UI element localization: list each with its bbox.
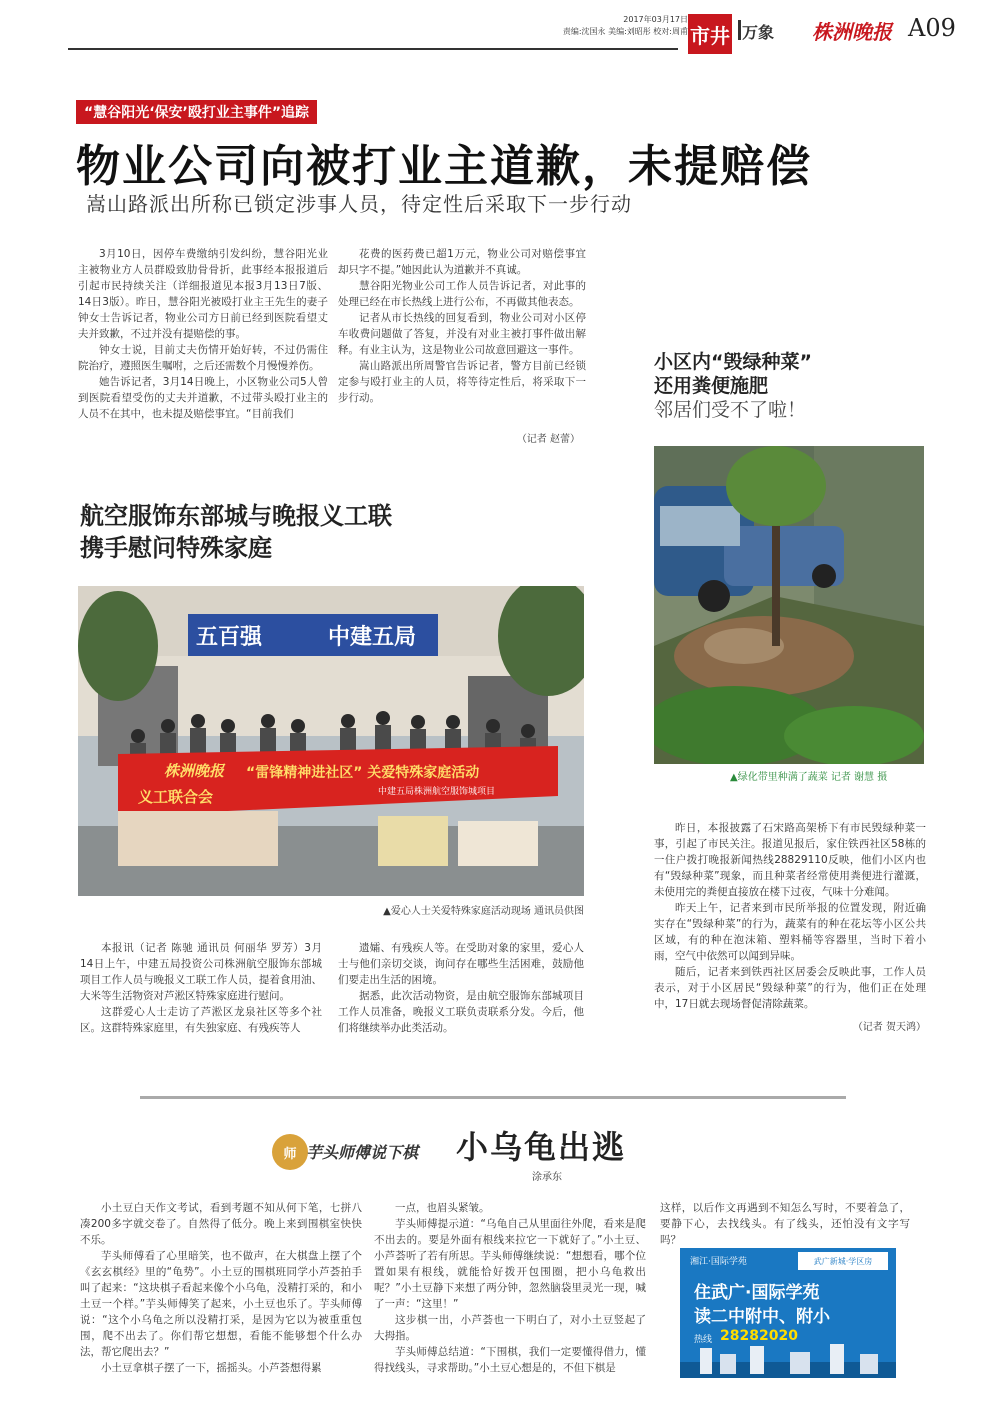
ad-line1: 住武广·国际学苑 [694, 1283, 820, 1303]
story1-column-1 [78, 246, 328, 422]
masthead-rule [68, 48, 678, 50]
story3-photo [654, 446, 924, 764]
ad-line2: 读二中附中、附小 [694, 1307, 830, 1327]
story2-column-1 [80, 940, 322, 1036]
story3-headline-line1: 小区内“毁绿种菜” [654, 351, 812, 373]
story1-column-2 [338, 246, 586, 406]
paragraph: 她告诉记者，3月14日晚上，小区物业公司5人曾到医院看望受伤的丈夫并道歉，不过带头殴打业主的人员不在其中，也未提及赔偿事宜。“目前我们 [78, 376, 328, 420]
paragraph: 芋头师傅看了心里暗笑，也不做声，在大棋盘上摆了个《玄玄棋经》里的“龟势”。小土豆的围棋班同学小芦荟拍手叫了起来：“这块棋子看起来像个小乌龟，没精打采的，和小土豆一个样。”芋头师傅笑了起来，小土豆也乐了。芋头师傅说：“这个小乌龟之所以没精打采，是因为它以为被重重包围，爬不出去了。你们帮它想想，看能不能够想个什么办法，帮它爬出去？” [80, 1250, 362, 1358]
banner-logo: 株洲晚报 [164, 762, 225, 780]
paragraph: 本报讯（记者 陈驰 通讯员 何丽华 罗芳）3月14日上午，中建五局投资公司株洲航空服饰东部城项目工作人员与晚报义工联工作人员，提着食用油、大米等生活物资对芦淞区特殊家庭进行慰问。 [80, 942, 322, 1002]
banner-subtitle: 中建五局株洲航空服饰城项目 [378, 787, 496, 797]
story4-author: 涂承东 [532, 1172, 562, 1183]
story4-column-1 [80, 1200, 362, 1376]
story2-caption: ▲爱心人士关爱特殊家庭活动现场 通讯员供图 [383, 906, 584, 917]
paragraph: 花费的医药费已超1万元，物业公司对赔偿事宜却只字不提。”她因此认为道歉并不真诚。 [338, 248, 586, 276]
banner-title: “雷锋精神进社区” 关爱特殊家庭活动 [246, 765, 480, 781]
paragraph: 芋头师傅提示道：“乌龟自己从里面往外爬，看来是爬不出去的。要是外面有根线来拉它一下就好了。”小土豆、小芦荟听了若有所思。芋头师傅继续说：“想想看，哪个位置如果有根线，就能恰好拨开包围圈，把小乌龟救出呢？”小土豆静下来想了两分钟，忽然脑袋里灵光一现，喊了一声：“这里！” [374, 1218, 646, 1310]
story3-headline-block [654, 350, 894, 422]
paragraph: 据悉，此次活动物资，是由航空服饰东部城项目工作人员准备，晚报义工联负责联系分发。今后，他们将继续举办此类活动。 [338, 990, 584, 1034]
story1-kicker: “慧谷阳光‘保安’殴打业主事件”追踪 [76, 100, 317, 124]
garden-photo-illustration [654, 446, 924, 764]
story4-headline: 小乌龟出逃 [456, 1128, 627, 1166]
issue-date: 2017年03月17日 [623, 15, 688, 24]
paragraph: 这步棋一出，小芦荟也一下明白了，对小土豆竖起了大拇指。 [374, 1314, 646, 1342]
section-label: 市井 [688, 14, 732, 54]
story4-column-3 [660, 1200, 910, 1248]
paragraph: 芋头师傅总结道：“下围棋，我们一定要懂得借力，懂得找线头，寻求帮助。”小土豆心想是的，不但下棋是 [374, 1346, 646, 1374]
paragraph: 小土豆白天作文考试，看到考题不知从何下笔，七拼八凑200多字就交卷了。自然得了低分。晚上来到围棋室快快不乐。 [80, 1202, 362, 1246]
editors-line: 责编:沈国永 美编:刘昭彤 校对:周甫 [562, 27, 688, 36]
paragraph: 嵩山路派出所周警官告诉记者，警方目前已经锁定参与殴打业主的人员，将等待定性后，将采取下一步行动。 [338, 360, 586, 404]
story2-column-2 [338, 940, 584, 1036]
story1-headline: 物业公司向被打业主道歉，未提赔偿 [76, 141, 812, 192]
advertisement[interactable] [680, 1248, 896, 1378]
story4-column-2 [374, 1200, 646, 1376]
story3-column [654, 820, 926, 1012]
subsection-label: 万象 [742, 23, 775, 42]
story2-headline-line2: 携手慰问特殊家庭 [80, 534, 272, 562]
story1-subhead: 嵩山路派出所称已锁定涉事人员，待定性后采取下一步行动 [86, 192, 632, 216]
page-number: A09 [908, 14, 956, 42]
ad-phone: 28282020 [720, 1328, 798, 1344]
story1-byline: （记者 赵蕾） [516, 434, 580, 445]
paragraph: 昨天上午，记者来到市民所举报的位置发现，附近确实存在“毁绿种菜”的行为，蔬菜有的种在花坛等小区公共区域，有的种在泡沫箱、塑料桶等容器里，当时下着小雨，空气中依然可以闻到异味。 [654, 902, 926, 962]
paragraph: 记者从市长热线的回复看到，物业公司对小区停车收费问题做了答复，并没有对业主被打事件做出解释。有业主认为，这是物业公司故意回避这一事件。 [338, 312, 586, 356]
ad-skyline-illustration [680, 1344, 896, 1378]
story2-photo [78, 586, 584, 896]
story3-byline: （记者 贺天鸿） [852, 1022, 926, 1033]
paragraph: 这样，以后作文再遇到不知怎么写时，不要着急了，要静下心，去找线头。有了线头，还怕没有文字写吗？ [660, 1202, 910, 1246]
paragraph: 遗孀、有残疾人等。在受助对象的家里，爱心人士与他们亲切交谈，询问存在哪些生活困难，鼓励他们要走出生活的困境。 [338, 942, 584, 986]
paragraph: 随后，记者来到铁西社区居委会反映此事，工作人员表示，对于小区居民“毁绿种菜”的行为，他们正在处理中，17日就去现场督促清除蔬菜。 [654, 966, 926, 1010]
story3-headline-line2: 还用粪便施肥 [654, 375, 769, 397]
banner-logo-sub: 义工联合会 [138, 788, 214, 806]
divider-bar [738, 20, 741, 40]
ad-phone-prefix: 热线 [694, 1335, 713, 1345]
column-logo-text: 芋头师傅说下棋 [306, 1143, 419, 1162]
section-divider [140, 1096, 846, 1099]
paragraph: 钟女士说，目前丈夫伤情开始好转，不过仍需住院治疗，遵照医生嘱咐，之后还需数个月慢慢养伤。 [78, 344, 328, 372]
paragraph: 昨日，本报披露了石宋路高架桥下有市民毁绿种菜一事，引起了市民关注。报道见报后，家住铁西社区58栋的一住户拨打晚报新闻热线28829110反映，他们小区内也有“毁绿种菜”现象，而且种菜者经常使用粪便进行灌溉，未使用完的粪便直接放在楼下过夜，气味十分难闻。 [654, 822, 926, 898]
story3-caption: ▲绿化带里种满了蔬菜 记者 谢慧 摄 [730, 772, 888, 783]
paragraph: 小土豆拿棋子摆了一下，摇摇头。小芦荟想得累 [101, 1362, 322, 1374]
paragraph: 一点，也眉头紧皱。 [395, 1202, 490, 1214]
ad-tag: 武广新城·学区房 [798, 1252, 888, 1270]
paragraph: 慧谷阳光物业公司工作人员告诉记者，对此事的处理已经在市长热线上进行公布，不再做其他表态。 [338, 280, 586, 308]
wall-sign-left: 五百强 [196, 625, 263, 650]
paragraph: 这群爱心人士走访了芦淞区龙泉社区等多个社区。这群特殊家庭里，有失独家庭、有残疾等人 [80, 1006, 322, 1034]
story2-headline-block [80, 500, 480, 564]
paragraph: 3月10日，因停车费缴纳引发纠纷，慧谷阳光业主被物业方人员群殴致肋骨骨折，此事经本报报道后引起市民持续关注（详细报道见本报3月13日7版、14日3版）。昨日，慧谷阳光被殴打业主王先生的妻子钟女士告诉记者，物业公司方日前已经到医院看望丈夫并致歉，不过并没有提赔偿的事。 [78, 248, 328, 340]
paper-logo: 株洲晚报 [812, 20, 892, 44]
story3-headline-line3: 邻居们受不了啦！ [654, 399, 807, 421]
column-logo [272, 1124, 422, 1180]
story2-headline-line1: 航空服饰东部城与晚报义工联 [80, 502, 392, 530]
column-logo-seal: 师 [272, 1134, 308, 1170]
wall-sign-right: 中建五局 [328, 625, 417, 650]
ad-brand: 湘江·国际学苑 [690, 1257, 747, 1267]
